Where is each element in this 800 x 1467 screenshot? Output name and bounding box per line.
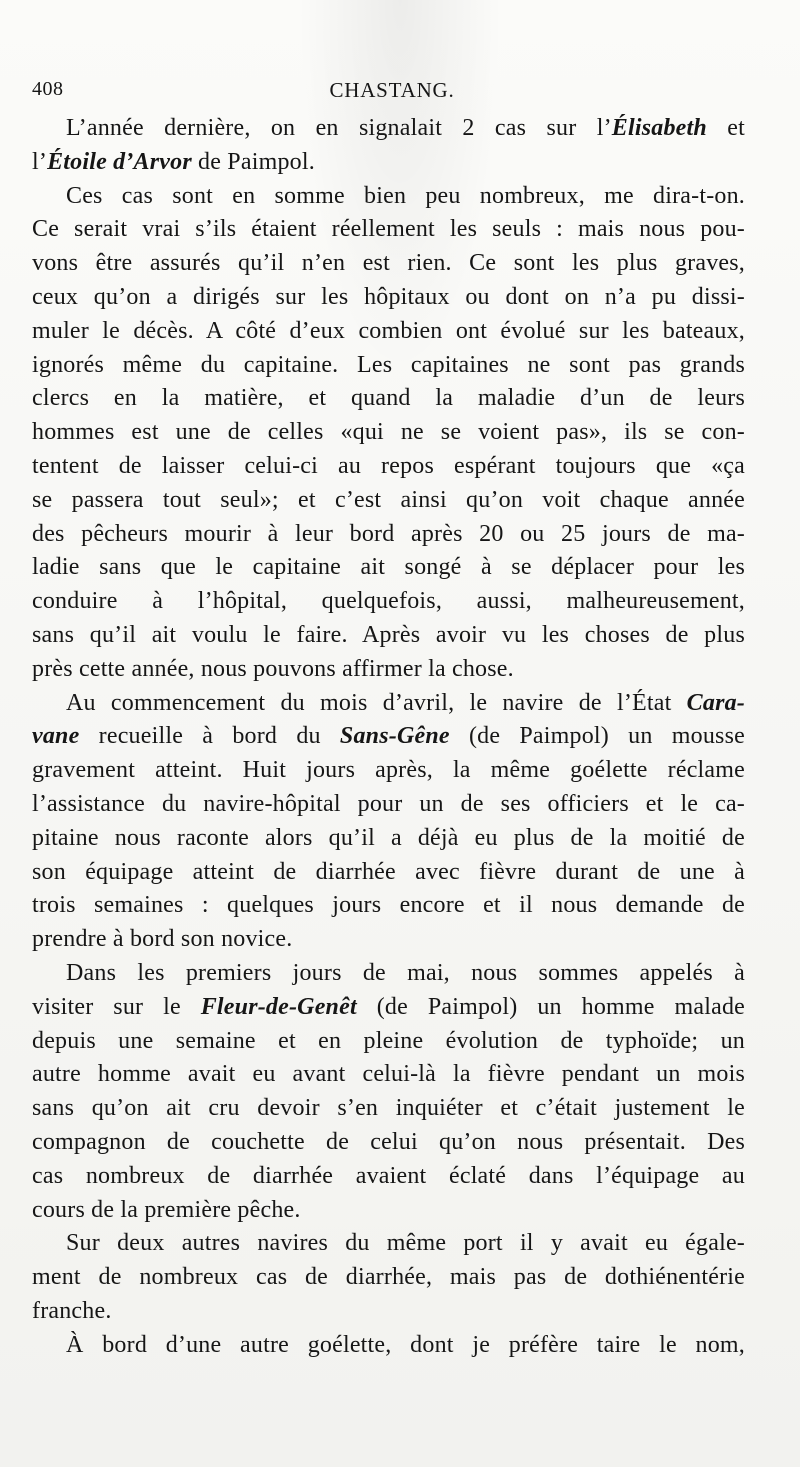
- text-run: Dans les premiers jours de mai, nous sommes appelés à: [66, 959, 745, 986]
- italic-run: Étoile d’Arvor: [47, 148, 192, 175]
- text-line: [32, 281, 745, 315]
- running-title: CHASTANG.: [329, 78, 455, 102]
- text-line: [32, 1025, 745, 1059]
- text-run: sans qu’on ait cru devoir s’en inquiéter et c’était justement le: [32, 1095, 745, 1122]
- text-run: prendre à bord son novice.: [32, 926, 293, 953]
- text-line: [32, 213, 745, 247]
- text-line: [32, 1160, 745, 1194]
- text-line: [32, 687, 745, 721]
- text-line: [32, 484, 745, 518]
- body-text: [32, 112, 745, 1362]
- text-run: près cette année, nous pouvons affirmer la chose.: [32, 655, 514, 682]
- text-run: muler le décès. A côté d’eux combien ont évolué sur les bateaux,: [32, 317, 745, 344]
- italic-run: vane: [32, 723, 80, 750]
- text-line: [32, 551, 745, 585]
- text-run: ladie sans que le capitaine ait songé à se déplacer pour les: [32, 554, 745, 581]
- running-head: [32, 78, 752, 108]
- text-line: [32, 856, 745, 890]
- text-run: cas nombreux de diarrhée avaient éclaté dans l’équipage au: [32, 1162, 745, 1189]
- text-line: [32, 1092, 745, 1126]
- text-line: [32, 450, 745, 484]
- text-run: hommes est une de celles «qui ne se voient pas», ils se con-: [32, 419, 745, 446]
- text-run: ignorés même du capitaine. Les capitaines ne sont pas grands: [32, 351, 745, 378]
- text-run: et: [706, 115, 745, 141]
- italic-run: Fleur-de-Genêt: [200, 993, 357, 1020]
- text-line: [32, 889, 745, 923]
- text-line: [32, 991, 745, 1025]
- text-run: l’assistance du navire-hôpital pour un de ses officiers et le ca-: [32, 790, 745, 817]
- text-run: visiter sur le: [32, 993, 201, 1020]
- text-run: autre homme avait eu avant celui-là la fièvre pendant un mois: [32, 1061, 745, 1088]
- italic-run: Sans-Gêne: [339, 723, 450, 750]
- text-run: clercs en la matière, et quand la maladie d’un de leurs: [32, 385, 745, 412]
- text-run: recueille à bord du: [79, 723, 340, 750]
- text-line: [32, 923, 745, 957]
- text-run: compagnon de couchette de celui qu’on nous présentait. Des: [32, 1128, 745, 1155]
- text-run: l’: [32, 148, 48, 175]
- page-number: 408: [32, 78, 64, 100]
- text-run: Ce serait vrai s’ils étaient réellement les seuls : mais nous pou-: [32, 216, 745, 243]
- text-line: [32, 247, 745, 281]
- text-line: [32, 822, 745, 856]
- text-run: depuis une semaine et en pleine évolution de typhoïde; un: [32, 1027, 745, 1054]
- text-run: se passera tout seul»; et c’est ainsi qu’on voit chaque année: [32, 486, 745, 513]
- text-run: cours de la première pêche.: [32, 1196, 301, 1223]
- italic-run: Cara-: [686, 689, 745, 716]
- text-line: [32, 957, 745, 991]
- text-run: L’année dernière, on en signalait 2 cas sur l’: [66, 115, 612, 141]
- text-run: conduire à l’hôpital, quelquefois, aussi, malheureusement,: [32, 588, 745, 615]
- text-run: pitaine nous raconte alors qu’il a déjà eu plus de la moitié de: [32, 824, 745, 851]
- text-run: vons être assurés qu’il n’en est rien. Ce sont les plus graves,: [32, 250, 745, 277]
- text-run: son équipage atteint de diarrhée avec fièvre durant de une à: [32, 858, 745, 885]
- text-run: de Paimpol.: [191, 148, 315, 175]
- text-line: [32, 1329, 745, 1363]
- text-run: ceux qu’on a dirigés sur les hôpitaux ou dont on n’a pu dissi-: [32, 283, 745, 310]
- text-line: [32, 1261, 745, 1295]
- text-run: des pêcheurs mourir à leur bord après 20 ou 25 jours de ma-: [32, 520, 745, 547]
- text-line: [32, 518, 745, 552]
- text-line: [32, 1194, 745, 1228]
- text-line: [32, 788, 745, 822]
- text-run: ment de nombreux cas de diarrhée, mais pas de dothiénentérie: [32, 1264, 745, 1291]
- text-run: (de Paimpol) un homme malade: [356, 993, 745, 1020]
- text-run: franche.: [32, 1297, 112, 1324]
- text-line: [32, 180, 745, 214]
- text-line: [32, 382, 745, 416]
- italic-run: Élisabeth: [611, 115, 707, 141]
- text-line: [32, 349, 745, 383]
- text-line: [32, 585, 745, 619]
- text-run: tentent de laisser celui-ci au repos espérant toujours que «ça: [32, 452, 745, 479]
- text-line: [32, 754, 745, 788]
- text-line: [32, 1227, 745, 1261]
- text-run: Au commencement du mois d’avril, le navire de l’État: [66, 689, 687, 716]
- text-line: [32, 1295, 745, 1329]
- text-run: (de Paimpol) un mousse: [449, 723, 745, 750]
- text-run: sans qu’il ait voulu le faire. Après avoir vu les choses de plus: [32, 621, 745, 648]
- text-line: [32, 315, 745, 349]
- text-line: [32, 1126, 745, 1160]
- text-line: [32, 619, 745, 653]
- text-run: Ces cas sont en somme bien peu nombreux, me dira-t-on.: [66, 182, 745, 209]
- text-line: [32, 1058, 745, 1092]
- text-line: [32, 416, 745, 450]
- text-line: [32, 653, 745, 687]
- text-run: À bord d’une autre goélette, dont je préfère taire le nom,: [66, 1331, 745, 1358]
- text-line: [32, 720, 745, 754]
- text-run: Sur deux autres navires du même port il y avait eu égale-: [66, 1230, 745, 1257]
- text-line: [32, 146, 745, 180]
- text-run: gravement atteint. Huit jours après, la même goélette réclame: [32, 757, 745, 784]
- text-line: [32, 112, 745, 146]
- text-run: trois semaines : quelques jours encore et il nous demande de: [32, 892, 745, 919]
